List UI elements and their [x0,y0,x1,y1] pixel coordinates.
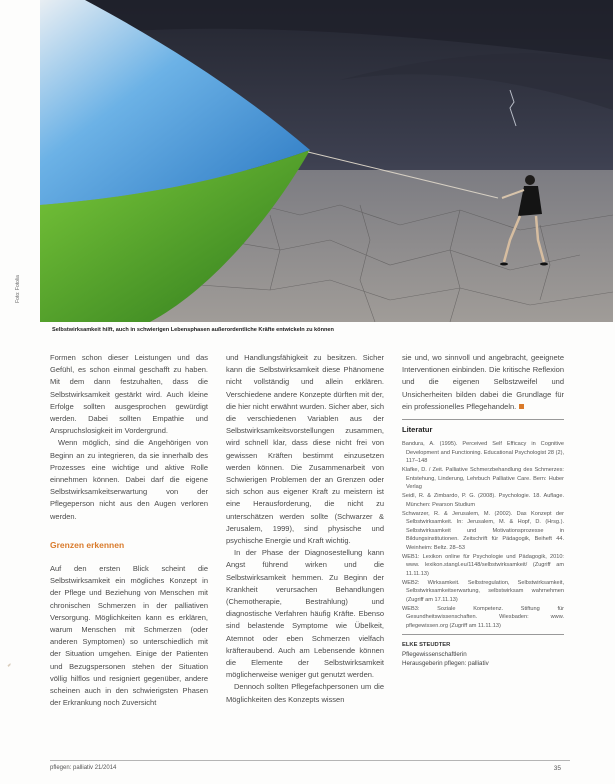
paragraph: und Handlungsfähigkeit zu besitzen. Sicher kann die Selbstwirksamkeit diese Phänomene nicht vollständig und allein erklären. Verschiedene andere Konzepte dürften mit der, die hier nicht erwähnt wurden. Sicher aber, sich die verschiedenen Variablen aus der Selbstwirksamkeitsvorstellungen zusammen, wird schnell klar, dass diese nicht frei von gewissen Kräften bestimmt einzusetzen werden können. Die Zusammenarbeit von Schwierigen Problemen der an Grenzen oder sich schon aus eigener Kraft zu meistern ist eine Herausforderung, die nicht zu unterschätzen werden sollte (Schwarzer & Jerusalem, 1999), sind physische und psychische Energie und Kraft wichtig. [226,353,384,546]
paragraph: Dennoch sollten Pflegefachpersonen um die Möglichkeiten des Konzepts wissen [226,682,384,704]
literature-list [402,440,564,630]
footer-divider [50,760,570,761]
column-2 [226,352,384,706]
subheading-grenzen: Grenzen erkennen [50,539,125,550]
stamp-mark: ✎ [6,663,12,667]
author-role: Herausgeberin pflegen: palliativ [402,659,489,667]
margin-stamp [6,648,26,688]
literature-item: Seidl, R. & Zimbardo, P. G. (2008). Psychologie. 18. Auflage. München: Pearson Studium [402,493,564,508]
paragraph: Formen schon dieser Leistungen und das Gefühl, es schon einmal geschafft zu haben. Mit dem dann festzuhalten, dass die Selbstwirksamkeit gestärkt wird. Auch kleine Erfolge sollten ausgesprochen gewürdigt werden. Dabei sollten Empathie und Anspruchslosigkeit im Vordergrund. [50,353,208,436]
journal-name: pflegen: palliativ 21/2014 [50,765,117,771]
paragraph: Wenn möglich, sind die Angehörigen von Beginn an zu integrieren, da sie innerhalb des Prozesses eine wichtige und aktive Rolle einnehmen können. Dabei darf die eigene Selbstwirksamkeitserwartung von der Pflegeperson nicht aus den Augen verloren werden. [50,438,208,521]
author-name: ELKE STEUDTER [402,634,564,651]
end-mark-icon [519,404,524,409]
column-1 [50,352,208,709]
literature-item: WEB3: Soziale Kompetenz. Stiftung für Gesundheitswissenschaften. Wiesbaden: www. pflegewissen.org (Zugriff am 11.11.13) [402,605,564,629]
paragraph: In der Phase der Diagnosestellung kann Angst führend wirken und die Selbstwirksamkeit hemmen. Zu Beginn der Krankheit verursachen Behandlungen (Chemotherapie, Bestrahlung) und diagnostische Verfahren häufig Kräfte. Ebenso sind belastende Symptome wie Übelkeit, Atemnot oder eben Schmerzen vielfach kräfteraubend. Auch am Lebensende können die Elemente der Selbstwirksamkeit möglicherweise weniger gut genutzt werden. [226,548,384,680]
photo-credit [14,268,34,318]
column-3 [402,352,564,668]
hero-image [40,0,613,322]
literature-heading: Literatur [402,419,564,436]
literature-item: WEB1: Lexikon online für Psychologie und Pädagogik, 2010: www. lexikon.stangl.eu/1148/selbstwirksamkeit/ (Zugriff am 11.11.13) [402,553,564,577]
paragraph: Auf den ersten Blick scheint die Selbstwirksamkeit ein mögliches Konzept in der Pflege und Beziehung von Menschen mit chronischen Schmerzen in der palliativen Versorgung. Möglichkeiten kann es erklären, warum Menschen mit Schmerzen (oder anderen Symptomen) so unterschiedlich mit der Situation umgehen. Einige der Patienten und Bezugspersonen stehen der Situation völlig hilflos und resigniert gegenüber, andere scheinen auch in den schwierigsten Phasen der Erkrankung noch Zuversicht [50,564,208,708]
image-caption: Selbstwirksamkeit hilft, auch in schwierigen Lebensphasen außerordentliche Kräfte entwickeln zu können [52,327,334,333]
literature-item: Schwarzer, R. & Jerusalem, M. (2002). Das Konzept der Selbstwirksamkeit. In: Jerusalem, M. & Hopf, D. (Hrsg.). Selbstwirksamkeit und Motivationsprozesse in Bildungsinstitutionen. Zeitschrift für Pädagogik, Beiheft 44. Weinheim: Beltz. 28–53 [402,510,564,551]
paragraph [402,352,564,413]
photo-credit-text: Foto: Fotolia [14,275,21,303]
author-role: Pflegewissenschaftlerin [402,651,467,659]
page-number: 35 [553,765,561,772]
literature-item: Bandura, A. (1995). Perceived Self Efficacy in Cognitive Development and Functioning. Educational Psychologist 28 (2), 117–148 [402,441,564,465]
paragraph-text: sie und, wo sinnvoll und angebracht, geeignete Interventionen einbinden. Die kritische Reflexion und die eigenen Selbstzweifel und Unsicherheiten bilden dabei die Grundlage für ein professionelles Pflegehandeln. [402,353,564,411]
hero-illustration [40,0,613,322]
literature-item: Klafke, D. / Zeit. Palliative Schmerzbehandlung des Schmerzes: Entstehung, Linderung, Lehrbuch Palliative Care. Bern: Huber Verlag [402,467,564,491]
literature-item: WEB2: Wirksamkeit. Selbstregulation, Selbstwirksamkeit, Selbstwirksamkeitserwartung, selbstwirksam wahrnehmen (Zugriff am 17.11.13) [402,579,564,603]
